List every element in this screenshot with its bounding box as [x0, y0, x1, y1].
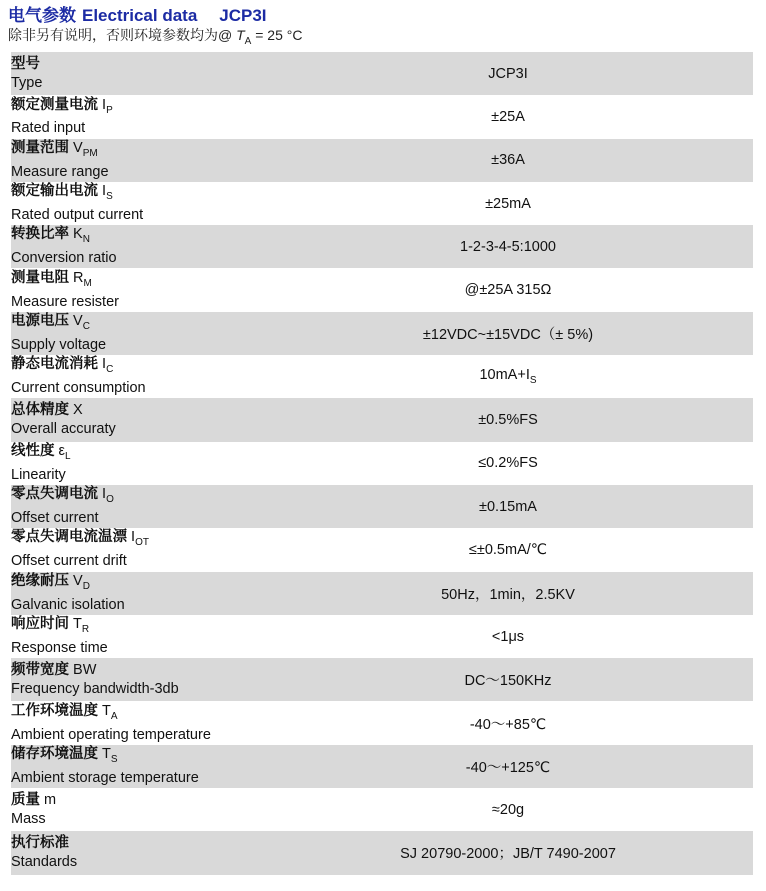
parameter-name-cn [11, 702, 263, 726]
parameter-value-text: 50Hz，1min，2.5KV [441, 586, 575, 603]
parameter-name-en: Response time [11, 639, 108, 656]
table-row [11, 312, 753, 355]
table-row [11, 788, 753, 831]
parameter-symbol-subscript: C [82, 320, 90, 332]
table-row [11, 701, 753, 744]
parameter-name-cn-text: 静态电流消耗 [11, 356, 98, 373]
table-row [11, 572, 753, 615]
parameter-name-cn [11, 485, 263, 509]
parameter-name-cn-text: 转换比率 [11, 226, 69, 243]
parameter-label [11, 658, 263, 701]
parameter-value-text: ±25mA [485, 195, 531, 212]
parameter-name-cn-text: 额定输出电流 [11, 183, 98, 200]
parameter-value-text: <1μs [491, 628, 525, 645]
parameter-value [263, 312, 753, 355]
parameter-label [11, 615, 263, 658]
table-row [11, 442, 753, 485]
parameter-name-cn [11, 442, 263, 466]
parameter-name-cn-text: 频带宽度 [11, 661, 69, 678]
parameter-symbol: V [73, 572, 83, 589]
parameter-symbol-subscript: OT [135, 537, 149, 549]
parameter-name-en: Conversion ratio [11, 250, 117, 267]
parameter-name-cn-text: 质量 [11, 791, 40, 808]
parameter-symbol: BW [73, 661, 97, 678]
parameter-symbol-subscript: A [110, 710, 118, 722]
parameter-label [11, 528, 263, 571]
parameter-symbol: R [73, 269, 84, 286]
parameter-label [11, 572, 263, 615]
table-row [11, 355, 753, 398]
table-row [11, 52, 753, 95]
parameter-name-en: Offset current [11, 510, 99, 527]
title-en: Electrical data [82, 6, 198, 25]
parameter-name-cn [11, 834, 263, 853]
parameter-symbol-subscript: C [106, 364, 114, 376]
parameter-name-cn [11, 615, 263, 639]
table-row [11, 658, 753, 701]
parameter-value [263, 745, 753, 788]
parameter-value [263, 398, 753, 441]
parameter-label [11, 95, 263, 138]
parameter-name-en: Type [11, 74, 43, 91]
parameter-value [263, 831, 753, 874]
parameter-name-cn [11, 745, 263, 769]
parameter-label [11, 398, 263, 441]
parameter-value [263, 95, 753, 138]
parameter-symbol: m [44, 791, 57, 808]
parameter-value [263, 442, 753, 485]
parameter-symbol-subscript: D [82, 580, 90, 592]
parameter-value [263, 788, 753, 831]
parameter-name-cn [11, 139, 263, 163]
table-row [11, 528, 753, 571]
parameter-name-cn [11, 96, 263, 120]
parameter-value-text: ≈20g [491, 801, 525, 818]
parameter-name-en: Overall accuraty [11, 421, 116, 438]
parameter-value-text: DC～150KHz [464, 673, 552, 690]
parameter-value-text: ≤±0.5mA/℃ [468, 541, 548, 558]
parameter-value-subscript: S [529, 375, 537, 387]
parameter-symbol: T [73, 616, 82, 633]
parameter-name-cn-text: 测量电阻 [11, 269, 69, 286]
parameter-symbol-subscript: P [106, 104, 113, 116]
parameter-value-text: ±36A [491, 152, 525, 169]
parameter-name-en: Linearity [11, 466, 66, 483]
parameter-name-cn [11, 572, 263, 596]
parameter-value [263, 355, 753, 398]
parameter-name-cn [11, 528, 263, 552]
table-row [11, 95, 753, 138]
parameter-name-cn [11, 312, 263, 336]
title-model: JCP3I [219, 6, 267, 25]
parameter-value [263, 139, 753, 182]
parameter-value [263, 485, 753, 528]
parameter-name-cn [11, 55, 263, 74]
parameter-value [263, 52, 753, 95]
table-row [11, 139, 753, 182]
parameter-name-cn [11, 791, 263, 810]
parameter-name-en: Supply voltage [11, 336, 107, 353]
parameter-symbol-subscript: N [82, 234, 90, 246]
electrical-data-table-body [11, 52, 753, 875]
parameter-value [263, 182, 753, 225]
parameter-label [11, 745, 263, 788]
parameter-value [263, 268, 753, 311]
parameter-name-cn [11, 269, 263, 293]
parameter-value-text: -40～+125℃ [465, 759, 551, 776]
parameter-label [11, 831, 263, 874]
parameter-name-cn [11, 182, 263, 206]
parameter-name-en: Mass [11, 810, 46, 827]
parameter-symbol: I [102, 486, 107, 503]
parameter-value [263, 572, 753, 615]
ambient-note-prefix: 除非另有说明，否则环境参数均为@ [8, 27, 237, 43]
parameter-name-cn-text: 线性度 [11, 442, 55, 459]
table-row [11, 182, 753, 225]
parameter-value-text: ±12VDC~±15VDC（± 5%) [422, 326, 594, 343]
page-title [8, 1, 267, 26]
parameter-name-en: Rated output current [11, 206, 144, 223]
parameter-value-text: JCP3I [488, 65, 528, 82]
parameter-name-en: Standards [11, 853, 78, 870]
parameter-name-cn [11, 661, 263, 680]
parameter-label [11, 268, 263, 311]
parameter-label [11, 485, 263, 528]
parameter-value [263, 225, 753, 268]
parameter-label [11, 701, 263, 744]
parameter-name-cn-text: 工作环境温度 [11, 702, 98, 719]
parameter-name-en: Galvanic isolation [11, 596, 125, 613]
table-row [11, 485, 753, 528]
parameter-symbol-subscript: M [83, 277, 92, 289]
parameter-name-en: Rated input [11, 120, 86, 137]
parameter-symbol: I [102, 356, 107, 373]
parameter-symbol: I [102, 96, 107, 113]
parameter-name-en: Ambient operating temperature [11, 726, 211, 743]
parameter-name-cn-text: 绝缘耐压 [11, 572, 69, 589]
parameter-label [11, 312, 263, 355]
parameter-symbol: ε [58, 442, 65, 459]
ambient-note-suffix: = 25 °C [251, 27, 303, 43]
parameter-name-cn [11, 401, 263, 420]
parameter-label [11, 182, 263, 225]
parameter-label [11, 788, 263, 831]
parameter-name-cn-text: 型号 [11, 55, 40, 72]
parameter-name-en: Ambient storage temperature [11, 769, 199, 786]
parameter-symbol: T [102, 745, 111, 762]
table-row [11, 615, 753, 658]
parameter-label [11, 225, 263, 268]
parameter-value-text: ±25A [491, 108, 525, 125]
parameter-label [11, 52, 263, 95]
parameter-name-en: Measure range [11, 163, 109, 180]
parameter-symbol-subscript: R [81, 623, 90, 635]
parameter-value-text: ±0.5%FS [478, 412, 538, 429]
parameter-name-cn-text: 零点失调电流温漂 [11, 529, 127, 546]
parameter-symbol: X [73, 402, 83, 419]
parameter-symbol: I [102, 183, 107, 200]
table-row [11, 225, 753, 268]
ambient-note [8, 25, 302, 47]
parameter-name-en: Offset current drift [11, 553, 127, 570]
ambient-note-sub: A [244, 35, 252, 47]
parameter-name-cn-text: 零点失调电流 [11, 486, 98, 503]
parameter-name-cn-text: 执行标准 [11, 834, 69, 851]
parameter-value-text: @±25A 315Ω [464, 282, 552, 299]
parameter-value [263, 658, 753, 701]
parameter-name-en: Current consumption [11, 380, 146, 397]
parameter-value [263, 701, 753, 744]
parameter-label [11, 442, 263, 485]
parameter-name-cn-text: 额定测量电流 [11, 96, 98, 113]
parameter-symbol-subscript: L [65, 450, 71, 462]
table-row [11, 268, 753, 311]
parameter-value-text: SJ 20790-2000；JB/T 7490-2007 [400, 846, 616, 863]
parameter-label [11, 355, 263, 398]
header [0, 0, 766, 50]
parameter-name-cn-text: 电源电压 [11, 312, 69, 329]
parameter-name-en: Frequency bandwidth-3db [11, 680, 179, 697]
title-cn: 电气参数 [8, 6, 76, 25]
parameter-label [11, 139, 263, 182]
parameter-symbol-subscript: S [110, 753, 118, 765]
parameter-symbol: V [73, 139, 83, 156]
parameter-symbol: I [131, 529, 136, 546]
parameter-name-cn-text: 响应时间 [11, 616, 69, 633]
parameter-value-text: -40～+85℃ [469, 716, 547, 733]
parameter-symbol: K [73, 226, 83, 243]
parameter-symbol: V [73, 312, 83, 329]
parameter-symbol-subscript: O [106, 494, 114, 506]
parameter-symbol-subscript: PM [82, 147, 98, 159]
parameter-name-en: Measure resister [11, 293, 119, 310]
parameter-value-text: ±0.15mA [479, 498, 537, 515]
table-row [11, 745, 753, 788]
parameter-symbol-subscript: S [106, 190, 113, 202]
electrical-data-table [11, 52, 753, 875]
parameter-value-text: 10mA+I [479, 367, 530, 384]
parameter-value [263, 615, 753, 658]
parameter-name-cn-text: 总体精度 [11, 402, 69, 419]
table-row [11, 398, 753, 441]
table-row [11, 831, 753, 874]
parameter-name-cn-text: 测量范围 [11, 139, 69, 156]
parameter-value-text: 1-2-3-4-5:1000 [460, 238, 556, 255]
parameter-name-cn [11, 355, 263, 379]
parameter-symbol: T [102, 702, 111, 719]
parameter-value [263, 528, 753, 571]
ambient-note-var: T [236, 27, 245, 43]
parameter-name-cn-text: 储存环境温度 [11, 745, 98, 762]
parameter-name-cn [11, 225, 263, 249]
parameter-value-text: ≤0.2%FS [478, 455, 538, 472]
